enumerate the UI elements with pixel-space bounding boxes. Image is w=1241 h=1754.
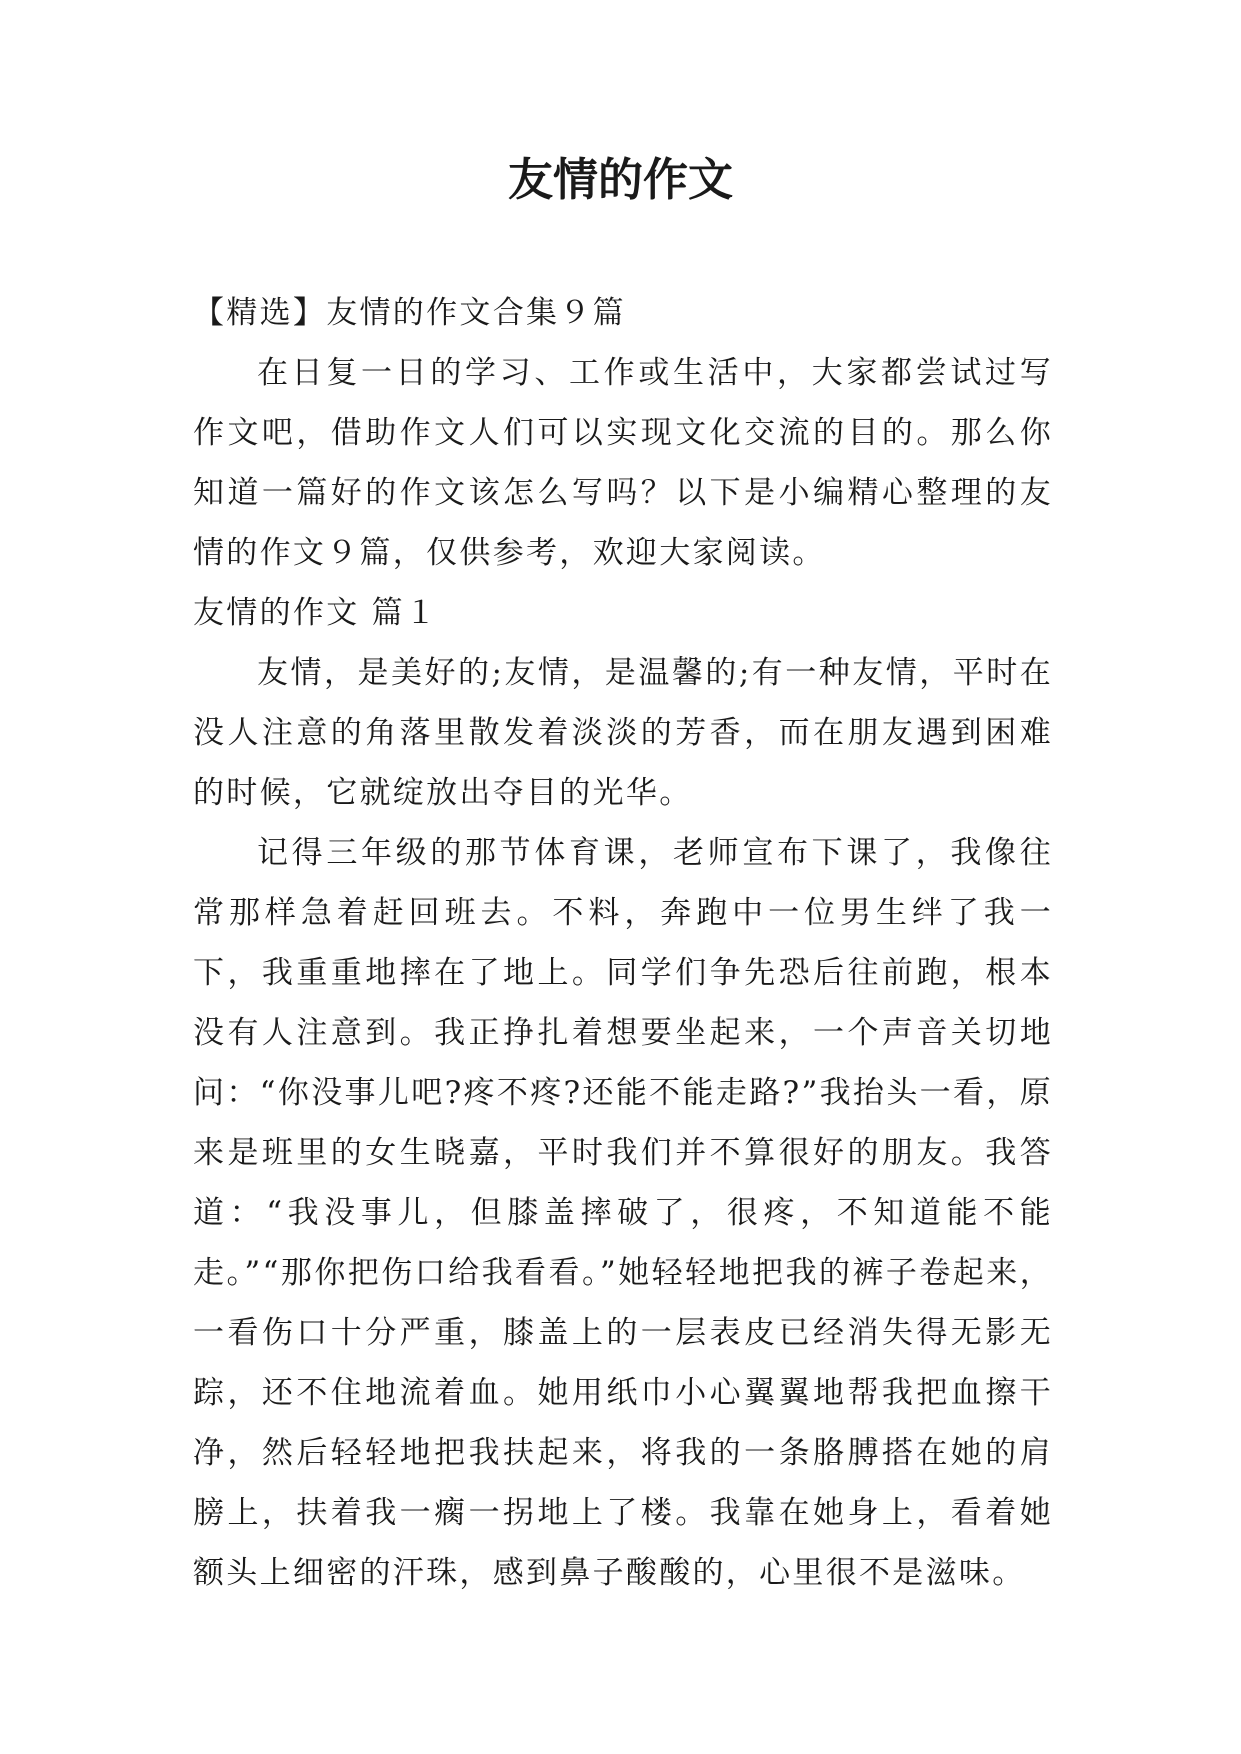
section-heading: 友情的作文 篇１ [193,595,439,631]
document-body [193,283,1053,1603]
body-paragraph-2: 记得三年级的那节体育课，老师宣布下课了，我像往常那样急着赶回班去。不料，奔跑中一位男生绊了我一下，我重重地摔在了地上。同学们争先恐后往前跑，根本没有人注意到。我正挣扎着想要坐起来，一个声音关切地问：“你没事儿吧?疼不疼?还能不能走路?”我抬头一看，原来是班里的女生晓嘉，平时我们并不算很好的朋友。我答道：“我没事儿，但膝盖摔破了，很疼，不知道能不能走。”“那你把伤口给我看看。”她轻轻地把我的裤子卷起来，一看伤口十分严重，膝盖上的一层表皮已经消失得无影无踪，还不住地流着血。她用纸巾小心翼翼地帮我把血擦干净，然后轻轻地把我扶起来，将我的一条胳膊搭在她的肩膀上，扶着我一瘸一拐地上了楼。我靠在她身上，看着她额头上细密的汗珠，感到鼻子酸酸的，心里很不是滋味。 [193,835,1053,1591]
document-title: 友情的作文 [507,153,733,206]
intro-paragraph: 在日复一日的学习、工作或生活中，大家都尝试过写作文吧，借助作文人们可以实现文化交流的目的。那么你知道一篇好的作文该怎么写吗？以下是小编精心整理的友情的作文９篇，仅供参考，欢迎大家阅读。 [193,355,1053,571]
body-paragraph-1: 友情，是美好的;友情，是温馨的;有一种友情，平时在没人注意的角落里散发着淡淡的芳香，而在朋友遇到困难的时候，它就绽放出夺目的光华。 [193,655,1053,811]
collection-subtitle: 【精选】友情的作文合集９篇 [193,295,626,331]
